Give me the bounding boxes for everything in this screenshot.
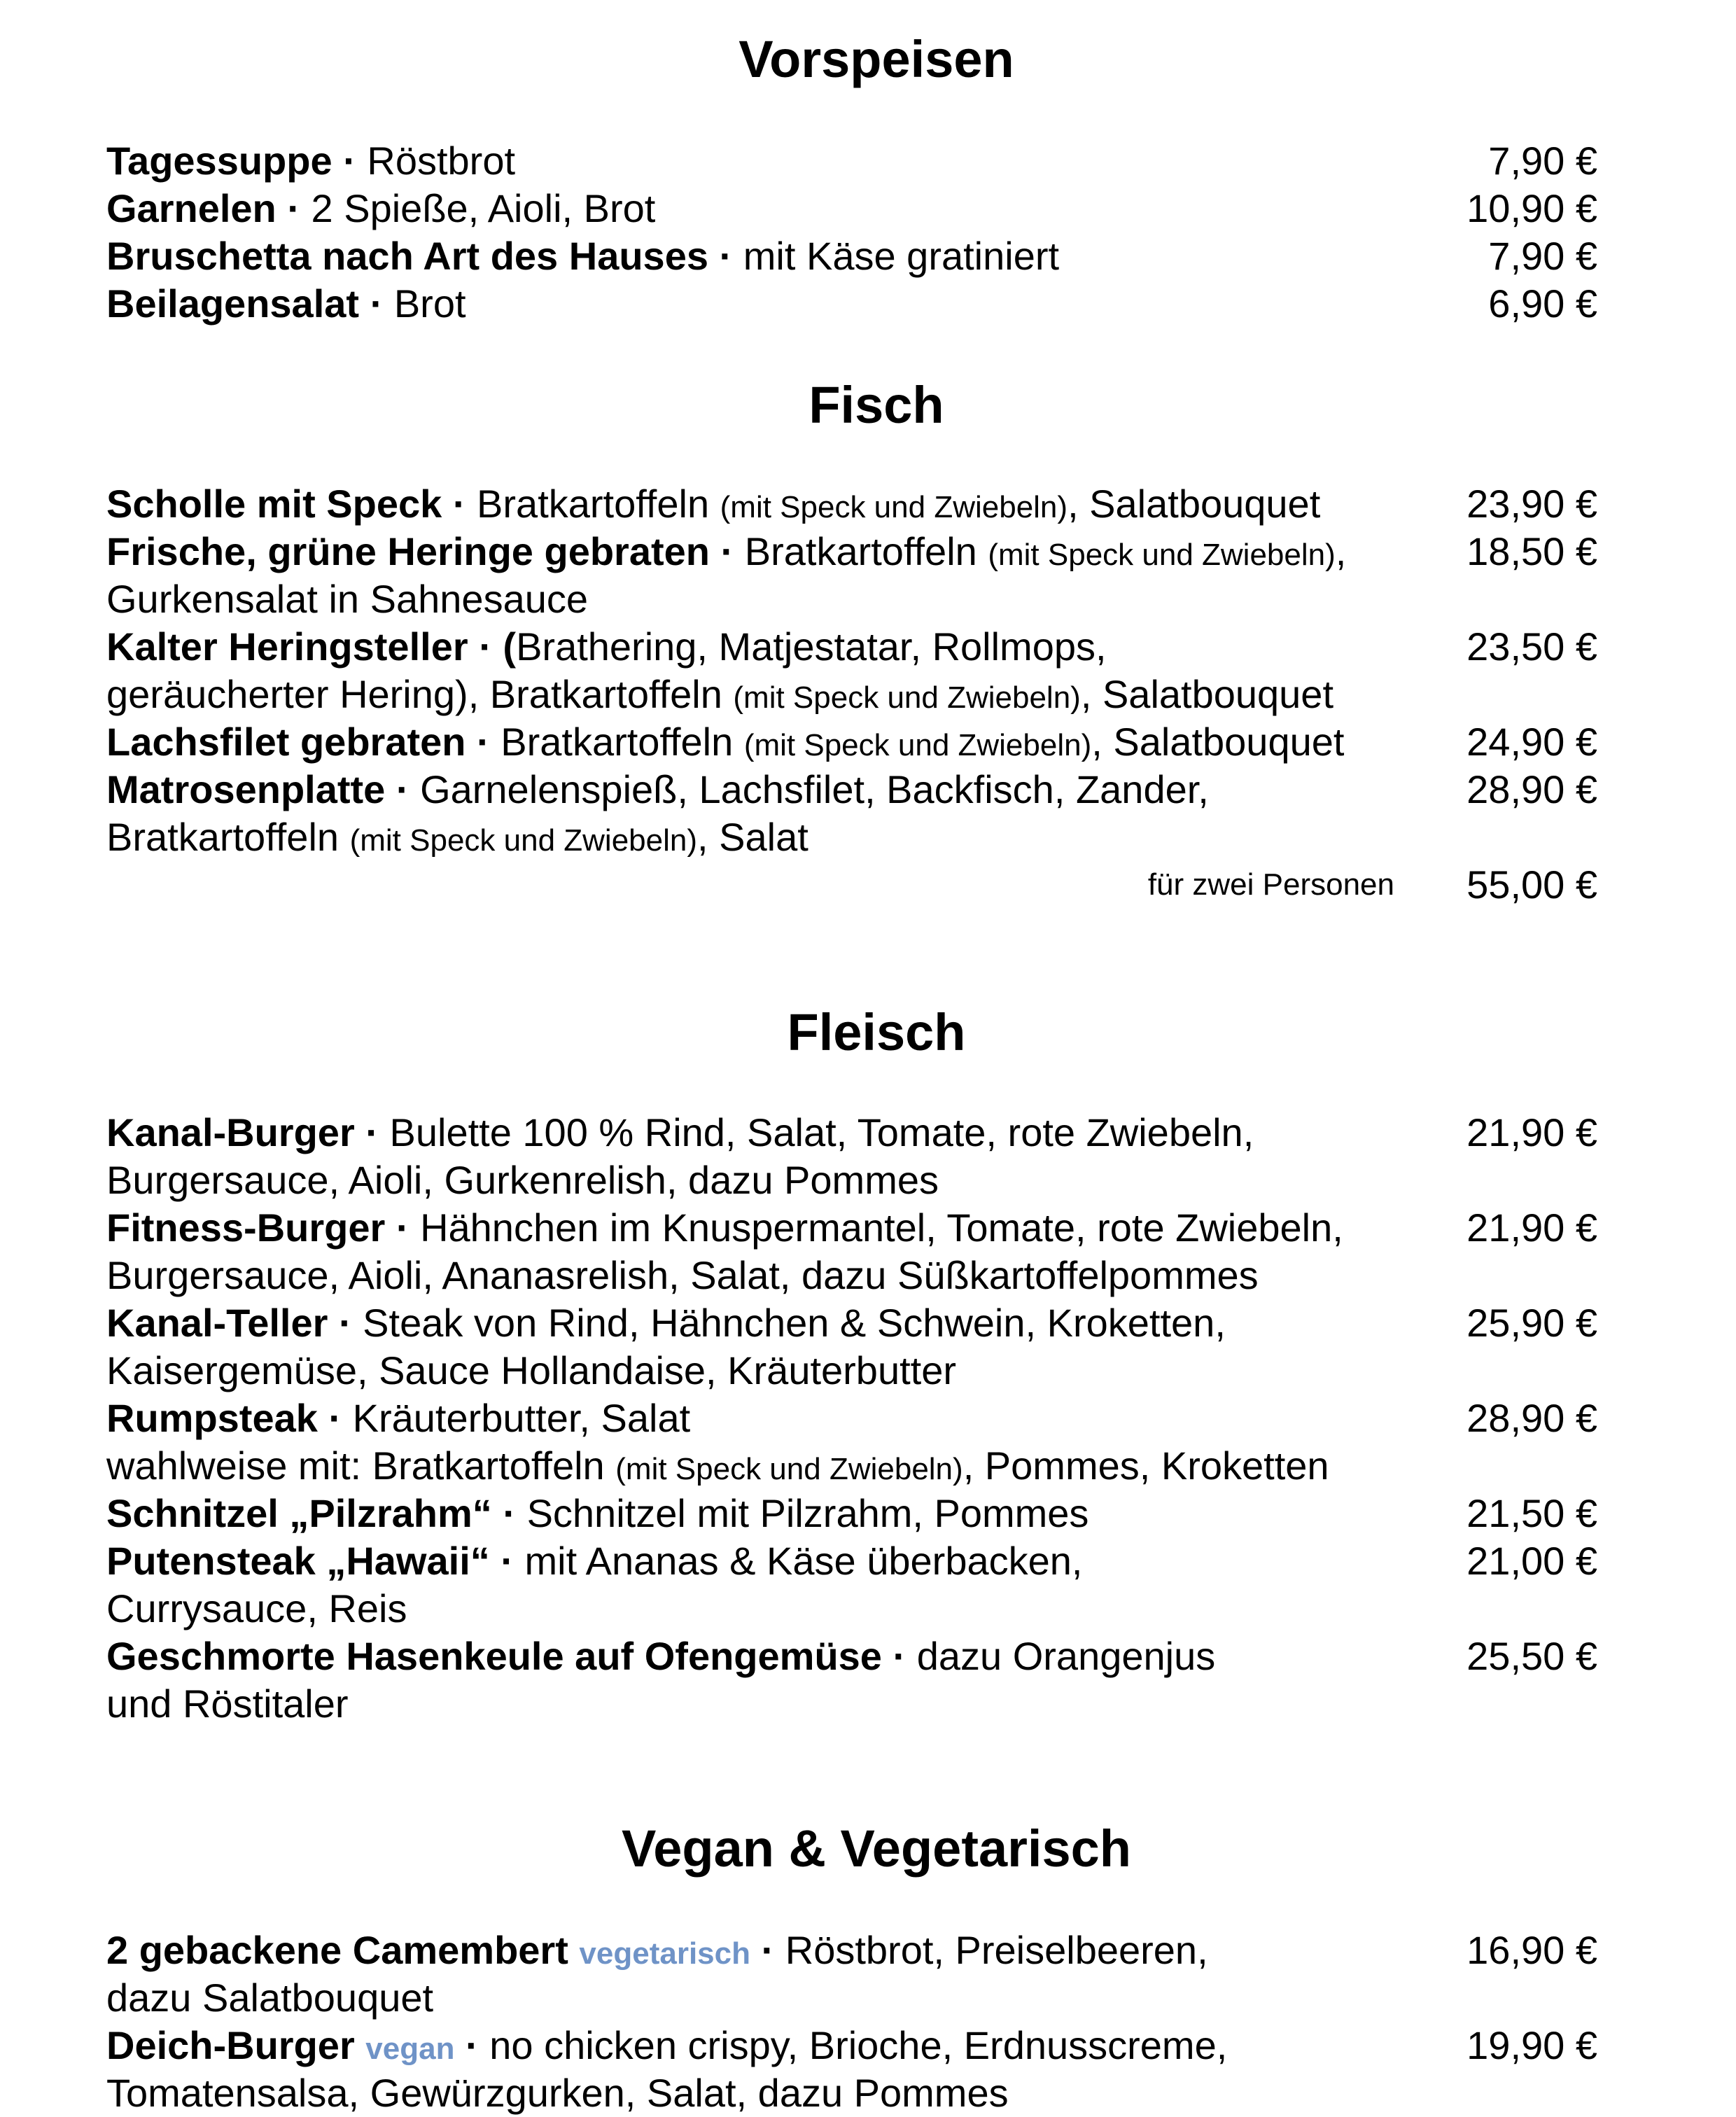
item-desc: Garnelenspieß, Lachsfilet, Backfisch, Zander, [420, 767, 1209, 811]
item-price: 18,50 € [1466, 529, 1597, 573]
item-name: Kanal-Teller [106, 1301, 328, 1345]
item-name: Lachsfilet gebraten [106, 720, 466, 764]
menu-item-hasenkeule-line2 [106, 1680, 1597, 1728]
menu-item-kanal-burger: Kanal-Burger · Bulette 100 % Rind, Salat, Tomate, rote Zwiebeln, 21,90 € [106, 1109, 1597, 1157]
item-desc: Steak von Rind, Hähnchen & Schwein, Kroketten, [363, 1301, 1226, 1345]
item-name: Kalter Heringsteller [106, 624, 468, 669]
item-price: 7,90 € [1488, 139, 1597, 183]
section-title-fisch: Fisch [808, 376, 944, 434]
item-desc: mit Käse gratiniert [743, 234, 1060, 278]
item-desc: Bratkartoffeln [106, 815, 350, 859]
item-desc: 2 Spieße, Aioli, Brot [311, 186, 656, 230]
item-name: Bruschetta nach Art des Hauses [106, 234, 708, 278]
item-desc: , Salatbouquet [1080, 672, 1334, 716]
item-price: 16,90 € [1466, 1928, 1597, 1972]
item-desc: Bratkartoffeln [744, 529, 988, 573]
menu-item-heringe: Frische, grüne Heringe gebraten · Bratkartoffeln (mit Speck und Zwiebeln), 18,50 € [106, 528, 1597, 575]
item-name: Matrosenplatte [106, 767, 386, 811]
item-price: 25,90 € [1466, 1301, 1597, 1345]
item-price: 23,90 € [1466, 482, 1597, 526]
item-price: 10,90 € [1466, 186, 1597, 230]
item-desc: Röstbrot, Preiselbeeren, [785, 1928, 1208, 1972]
menu-item-kanal-teller-line2 [106, 1347, 1597, 1395]
item-desc-small: (mit Speck und Zwiebeln) [988, 538, 1336, 572]
item-desc: Tomatensalsa, Gewürzgurken, Salat, dazu Pommes [106, 2071, 1009, 2115]
item-tag-vegan: vegan [365, 2032, 455, 2066]
item-name: Scholle mit Speck [106, 482, 442, 526]
item-desc: Bulette 100 % Rind, Salat, Tomate, rote Zwiebeln, [389, 1110, 1254, 1154]
item-desc: Bratkartoffeln [477, 482, 720, 526]
item-desc: no chicken crispy, Brioche, Erdnusscreme, [489, 2023, 1228, 2067]
item-desc: wahlweise mit: Bratkartoffeln [106, 1444, 616, 1488]
item-price: 23,50 € [1466, 624, 1597, 669]
menu-item-camembert: 2 gebackene Camembert vegetarisch · Röstbrot, Preiselbeeren, 16,90 € [106, 1927, 1597, 1974]
item-desc-small: (mit Speck und Zwiebeln) [615, 1452, 963, 1486]
item-desc: , Pommes, Kroketten [962, 1444, 1329, 1488]
menu-item-heringsteller-line2 [106, 671, 1597, 718]
item-desc: , [1335, 529, 1347, 573]
menu-item-hasenkeule: Geschmorte Hasenkeule auf Ofengemüse · dazu Orangenjus 25,50 € [106, 1633, 1597, 1680]
item-desc: und Röstitaler [106, 1682, 349, 1726]
item-desc-small: (mit Speck und Zwiebeln) [733, 680, 1081, 715]
item-name: Putensteak „Hawaii“ [106, 1539, 490, 1583]
item-price: 24,90 € [1466, 720, 1597, 764]
item-name: Beilagensalat [106, 281, 360, 326]
item-desc: Gurkensalat in Sahnesauce [106, 577, 588, 621]
item-desc-bold: ( [503, 624, 517, 669]
item-desc-small: (mit Speck und Zwiebeln) [720, 490, 1068, 524]
item-name: Garnelen [106, 186, 276, 230]
menu-item-fitness-burger-line2 [106, 1252, 1597, 1299]
item-price: 21,50 € [1466, 1491, 1597, 1535]
menu-item-schnitzel: Schnitzel „Pilzrahm“ · Schnitzel mit Pilzrahm, Pommes 21,50 € [106, 1490, 1597, 1537]
item-desc: Brathering, Matjestatar, Rollmops, [516, 624, 1107, 669]
menu-item-rumpsteak-line2 [106, 1442, 1597, 1490]
item-desc: Burgersauce, Aioli, Ananasrelish, Salat, dazu Süßkartoffelpommes [106, 1253, 1259, 1297]
menu-item-scholle: Scholle mit Speck · Bratkartoffeln (mit Speck und Zwiebeln), Salatbouquet 23,90 € [106, 480, 1597, 528]
menu-item-matrosenplatte: Matrosenplatte · Garnelenspieß, Lachsfilet, Backfisch, Zander, 28,90 € [106, 766, 1597, 813]
item-name: Deich-Burger [106, 2023, 355, 2067]
menu-item-deich-burger: Deich-Burger vegan · no chicken crispy, Brioche, Erdnusscreme, 19,90 € [106, 2022, 1597, 2069]
item-price: 28,90 € [1466, 1396, 1597, 1440]
item-desc: Bratkartoffeln [500, 720, 744, 764]
item-desc: Kräuterbutter, Salat [352, 1396, 691, 1440]
item-desc: Burgersauce, Aioli, Gurkenrelish, dazu Pommes [106, 1158, 939, 1202]
menu-item-kanal-burger-line2 [106, 1157, 1597, 1204]
item-note: für zwei Personen [1147, 867, 1394, 902]
menu-item-tagessuppe: Tagessuppe · Röstbrot 7,90 € [106, 137, 1597, 185]
item-name: Frische, grüne Heringe gebraten [106, 529, 710, 573]
menu-item-heringsteller: Kalter Heringsteller · (Brathering, Matjestatar, Rollmops, 23,50 € [106, 623, 1597, 671]
item-desc: , Salatbouquet [1091, 720, 1345, 764]
item-desc: , Salat [697, 815, 808, 859]
menu-item-lachsfilet: Lachsfilet gebraten · Bratkartoffeln (mit Speck und Zwiebeln), Salatbouquet 24,90 € [106, 718, 1597, 766]
item-price: 19,90 € [1466, 2023, 1597, 2067]
item-price: 21,90 € [1466, 1110, 1597, 1154]
item-desc: Hähnchen im Knuspermantel, Tomate, rote Zwiebeln, [420, 1206, 1343, 1250]
item-desc: dazu Orangenjus [916, 1634, 1216, 1678]
item-desc: Röstbrot [367, 139, 516, 183]
item-tag-vegetarisch: vegetarisch [579, 1936, 750, 1971]
item-price: 21,00 € [1466, 1539, 1597, 1583]
section-title-vegan-vegetarisch: Vegan & Vegetarisch [621, 1819, 1131, 1878]
item-name: Fitness-Burger [106, 1206, 386, 1250]
item-price: 6,90 € [1488, 281, 1597, 326]
menu-item-deich-burger-line2 [106, 2069, 1597, 2117]
item-name: Schnitzel „Pilzrahm“ [106, 1491, 492, 1535]
item-price: 25,50 € [1466, 1634, 1597, 1678]
item-name: 2 gebackene Camembert [106, 1928, 568, 1972]
item-name: Rumpsteak [106, 1396, 318, 1440]
menu-item-rumpsteak: Rumpsteak · Kräuterbutter, Salat 28,90 € [106, 1395, 1597, 1442]
item-desc-small: (mit Speck und Zwiebeln) [743, 728, 1092, 762]
item-desc: mit Ananas & Käse überbacken, [524, 1539, 1083, 1583]
item-price: 21,90 € [1466, 1206, 1597, 1250]
menu-item-fitness-burger: Fitness-Burger · Hähnchen im Knuspermantel, Tomate, rote Zwiebeln, 21,90 € [106, 1204, 1597, 1252]
item-name: Kanal-Burger [106, 1110, 355, 1154]
menu-item-matrosenplatte-zwei [106, 861, 1597, 909]
item-desc: Brot [393, 281, 466, 326]
item-price: 28,90 € [1466, 767, 1597, 811]
item-desc: Currysauce, Reis [106, 1586, 407, 1630]
item-price: 55,00 € [1466, 862, 1597, 907]
menu-item-beilagensalat: Beilagensalat · Brot 6,90 € [106, 280, 1597, 328]
item-desc-small: (mit Speck und Zwiebeln) [349, 823, 698, 858]
item-desc: geräucherter Hering), Bratkartoffeln [106, 672, 734, 716]
item-name: Tagessuppe [106, 139, 332, 183]
item-desc: , Salatbouquet [1068, 482, 1321, 526]
menu-item-bruschetta: Bruschetta nach Art des Hauses · mit Käse gratiniert 7,90 € [106, 232, 1597, 280]
item-desc: Kaisergemüse, Sauce Hollandaise, Kräuterbutter [106, 1348, 957, 1392]
menu-item-putensteak-line2 [106, 1585, 1597, 1633]
menu-item-camembert-line2 [106, 1974, 1597, 2022]
menu-item-matrosenplatte-line2 [106, 813, 1597, 861]
section-title-vorspeisen: Vorspeisen [738, 30, 1014, 88]
item-desc: dazu Salatbouquet [106, 1976, 434, 2020]
item-name: Geschmorte Hasenkeule auf Ofengemüse [106, 1634, 882, 1678]
menu-item-kanal-teller: Kanal-Teller · Steak von Rind, Hähnchen & Schwein, Kroketten, 25,90 € [106, 1299, 1597, 1347]
section-title-fleisch: Fleisch [787, 1003, 966, 1061]
item-desc: Schnitzel mit Pilzrahm, Pommes [526, 1491, 1089, 1535]
item-price: 7,90 € [1488, 234, 1597, 278]
menu-item-putensteak: Putensteak „Hawaii“ · mit Ananas & Käse überbacken, 21,00 € [106, 1537, 1597, 1585]
menu-item-garnelen: Garnelen · 2 Spieße, Aioli, Brot 10,90 € [106, 185, 1597, 232]
menu-item-heringe-line2 [106, 575, 1597, 623]
